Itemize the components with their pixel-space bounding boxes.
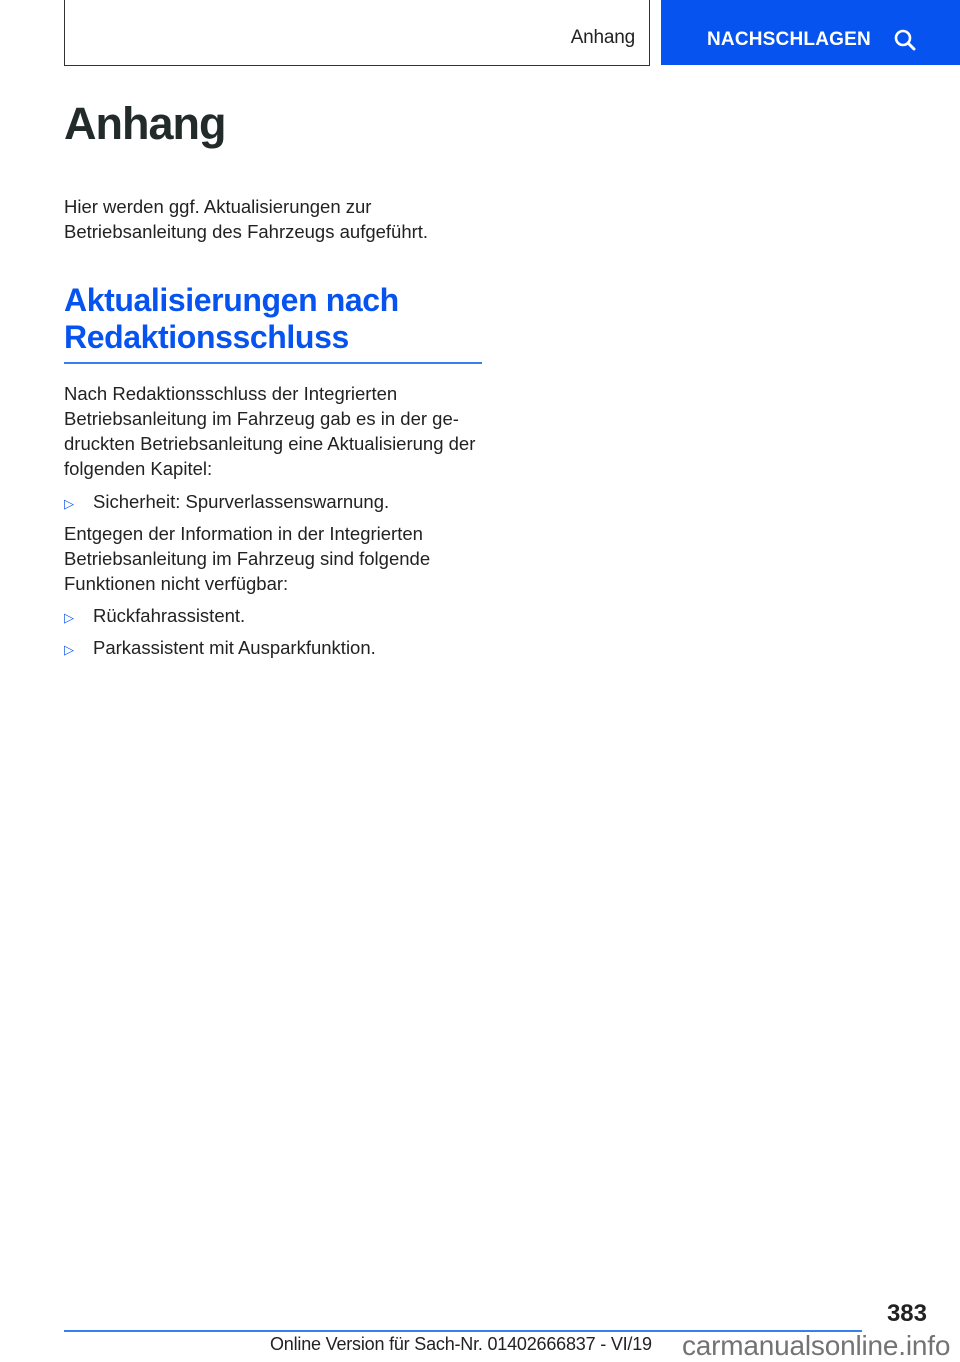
intro-paragraph: Hier werden ggf. Aktualisierungen zur Betriebsanleitung des Fahrzeugs aufgeführt. — [64, 196, 429, 242]
watermark-link[interactable]: carmanualsonline.info — [682, 1330, 951, 1361]
header-chapter-title: Anhang — [570, 27, 635, 48]
list-item-text: Parkassistent mit Ausparkfunktion. — [93, 637, 376, 658]
page-title: Anhang — [64, 98, 226, 149]
search-icon[interactable] — [893, 28, 917, 52]
bullet-triangle-icon: ▷ — [64, 610, 74, 625]
list-item — [64, 489, 484, 516]
list-item-text: Rückfahrassistent. — [93, 605, 246, 626]
bullet-triangle-icon: ▷ — [64, 642, 74, 657]
section-heading — [64, 282, 482, 364]
section-paragraph-1: Nach Redaktionsschluss der Integrierten Betriebsanleitung im Fahrzeug gab es in der ge-druckten Betriebsanleitung eine Aktualisierung der folgenden Kapitel: — [64, 383, 476, 479]
section-heading-line2: Redaktionsschluss — [64, 319, 349, 355]
nachschlagen-tab-label: NACHSCHLAGEN — [707, 28, 871, 50]
page-number: 383 — [886, 1300, 927, 1327]
footer-version-text: Online Version für Sach-Nr. 01402666837 - VI/19 — [270, 1334, 652, 1354]
list-item — [64, 603, 484, 630]
list-item-text: Sicherheit: Spurverlassenswarnung. — [93, 491, 390, 512]
nachschlagen-tab[interactable] — [661, 0, 960, 65]
bullet-triangle-icon: ▷ — [64, 496, 74, 511]
section-heading-line1: Aktualisierungen nach — [64, 282, 399, 318]
header-chapter-box — [64, 0, 650, 66]
section-paragraph-2: Entgegen der Information in der Integrierten Betriebsanleitung im Fahrzeug sind folgende Funktionen nicht verfügbar: — [64, 523, 431, 594]
list-item — [64, 635, 484, 662]
